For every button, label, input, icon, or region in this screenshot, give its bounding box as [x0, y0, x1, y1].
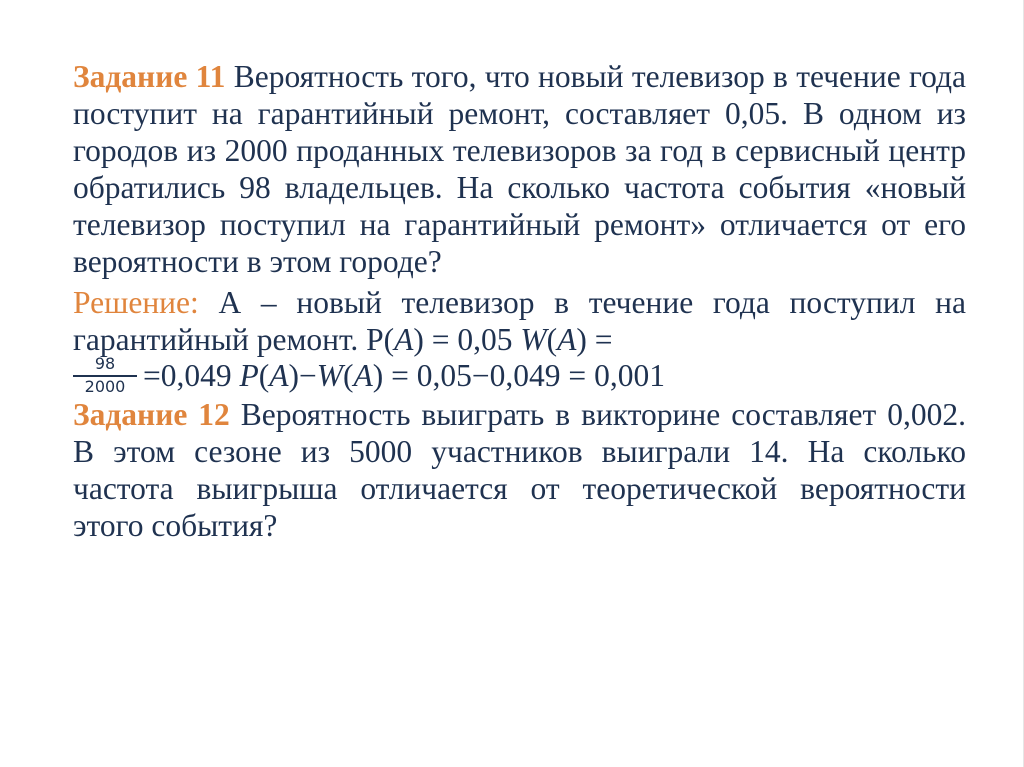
formula-res2: ) = 0,05−0,049 = 0,001: [372, 358, 665, 393]
solution-paren1: (: [546, 322, 558, 357]
formula-var-w2: W: [316, 358, 344, 393]
slide-content: [73, 58, 966, 544]
task-11-label: Задание 11: [73, 59, 226, 94]
fraction-numerator: 98: [94, 354, 116, 373]
task-12-paragraph: [73, 396, 966, 544]
solution-var-w1: W: [520, 322, 547, 357]
formula-var-p: P: [239, 358, 259, 393]
solution-label: Решение:: [73, 285, 199, 320]
formula-var-a3: A: [269, 358, 289, 393]
fraction-denominator: 2000: [84, 377, 126, 396]
formula-row: [73, 356, 966, 396]
solution-eq1: ) = 0,05: [413, 322, 521, 357]
formula-var-a4: A: [353, 358, 373, 393]
fraction: [73, 355, 137, 396]
solution-var-a2: A: [557, 322, 577, 357]
task-12-text: Вероятность выиграть в викторине составляет 0,002. В этом сезоне из 5000 участников выиграли 14. На сколько частота выигрыша отличается от теоретической вероятности этого события?: [73, 397, 966, 543]
formula-paren2: (: [258, 358, 270, 393]
task-11-paragraph: [73, 58, 966, 280]
formula-result: [143, 357, 665, 396]
solution-var-a1: A: [394, 322, 414, 357]
solution-text: А – новый телевизор в течение года поступил на гарантийный ремонт. P(: [73, 285, 966, 357]
task-11-text: Вероятность того, что новый телевизор в течение года поступит на гарантийный ремонт, составляет 0,05. В одном из городов из 2000 проданных телевизоров за год в сервисный центр обратились 98 владельцев. На сколько частота события «новый телевизор поступил на гарантийный ремонт» отличается от его вероятности в этом городе?: [73, 59, 966, 279]
formula-paren3: (: [343, 358, 354, 393]
task-12-label: Задание 12: [73, 397, 230, 432]
solution-eq2: ) =: [576, 322, 613, 357]
solution-paragraph: [73, 284, 966, 358]
formula-res1: =0,049: [143, 358, 240, 393]
formula-minus: )−: [288, 358, 317, 393]
